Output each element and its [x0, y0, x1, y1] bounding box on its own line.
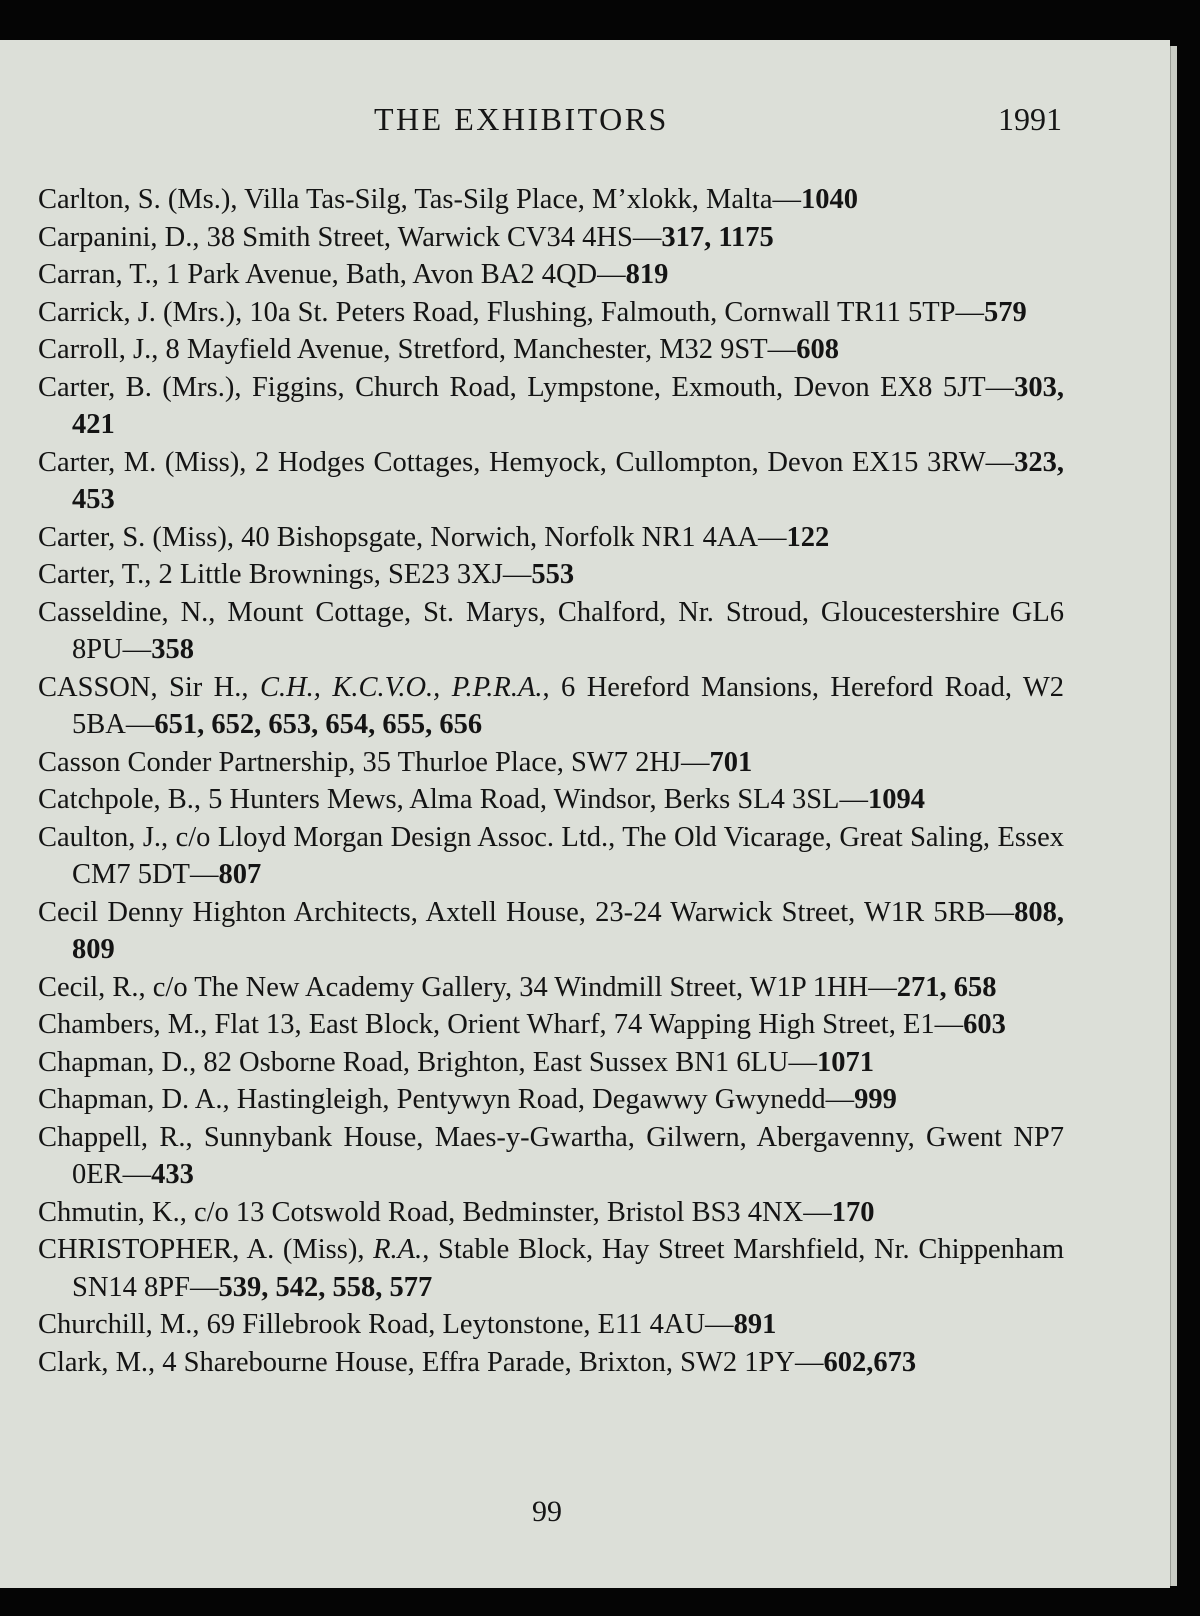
list-item — [38, 781, 1064, 819]
exhibitor-address: Chapman, D. A., Hastingleigh, Pentywyn Road, Degawwy Gwynedd— — [38, 1084, 855, 1115]
catalogue-numbers: 819 — [625, 259, 669, 290]
list-item — [38, 1231, 1064, 1306]
exhibitor-address: Cecil Denny Highton Architects, Axtell House, 23-24 Warwick Street, W1R 5RB— — [38, 896, 1015, 928]
list-item — [38, 894, 1064, 969]
honours: C.H., K.C.V.O., P.P.R.A. — [259, 671, 543, 703]
catalogue-numbers: 122 — [786, 521, 830, 553]
list-item — [38, 181, 1064, 219]
list-item — [38, 594, 1064, 669]
catalogue-numbers: 808, 809 — [72, 896, 1064, 965]
exhibitor-address: Carlton, S. (Ms.), Villa Tas-Silg, Tas-Silg Place, M’xlokk, Malta— — [38, 184, 801, 215]
exhibitor-address: Carpanini, D., 38 Smith Street, Warwick CV34 4HS— — [38, 221, 662, 253]
honours: R.A. — [373, 1234, 423, 1265]
exhibitor-address: Chambers, M., Flat 13, East Block, Orient Wharf, 74 Wapping High Street, E1— — [38, 1009, 964, 1040]
catalogue-numbers: 539, 542, 558, 577 — [218, 1271, 433, 1303]
catalogue-numbers: 999 — [854, 1084, 897, 1115]
catalogue-numbers: 1094 — [867, 784, 925, 815]
list-item — [38, 1044, 1064, 1082]
exhibitor-address: Carter, M. (Miss), 2 Hodges Cottages, Hemyock, Cullompton, Devon EX15 3RW— — [38, 446, 1015, 478]
exhibitor-address: Carter, S. (Miss), 40 Bishopsgate, Norwich, Norfolk NR1 4AA— — [38, 521, 787, 553]
exhibitor-address: Casseldine, N., Mount Cottage, St. Marys, Chalford, Nr. Stroud, Gloucestershire GL6 8PU— — [38, 596, 1064, 665]
list-item — [38, 556, 1064, 594]
exhibitor-address: Chapman, D., 82 Osborne Road, Brighton, East Sussex BN1 6LU— — [38, 1046, 817, 1078]
catalogue-numbers: 608 — [796, 334, 839, 365]
list-item — [38, 1306, 1064, 1344]
catalogue-numbers: 433 — [151, 1159, 194, 1190]
list-item — [38, 1344, 1064, 1382]
header-year: 1991 — [998, 101, 1062, 137]
exhibitor-list — [38, 181, 1064, 1381]
catalogue-numbers: 553 — [531, 559, 575, 590]
catalogue-numbers: 891 — [733, 1309, 777, 1340]
exhibitor-address: Carter, B. (Mrs.), Figgins, Church Road, Lympstone, Exmouth, Devon EX8 5JT— — [38, 371, 1015, 403]
exhibitor-name: CASSON, Sir H., — [38, 671, 260, 703]
list-item — [38, 256, 1064, 294]
catalogue-numbers: 579 — [984, 296, 1027, 328]
list-item — [38, 669, 1064, 744]
exhibitor-address: Carroll, J., 8 Mayfield Avenue, Stretford, Manchester, M32 9ST— — [38, 334, 797, 365]
exhibitor-address: Carran, T., 1 Park Avenue, Bath, Avon BA2 4QD— — [38, 259, 626, 290]
page-number: 99 — [532, 1495, 562, 1528]
list-item — [38, 1194, 1064, 1232]
exhibitor-address: Chmutin, K., c/o 13 Cotswold Road, Bedminster, Bristol BS3 4NX— — [38, 1196, 832, 1228]
exhibitor-address: Casson Conder Partnership, 35 Thurloe Place, SW7 2HJ— — [38, 746, 710, 778]
list-item — [38, 331, 1064, 369]
exhibitor-address: Churchill, M., 69 Fillebrook Road, Leytonstone, E11 4AU— — [38, 1309, 734, 1340]
catalogue-numbers: 701 — [709, 746, 753, 778]
list-item — [38, 519, 1064, 557]
catalogue-numbers: 323, 453 — [72, 446, 1064, 515]
exhibitor-address: Chappell, R., Sunnybank House, Maes-y-Gwartha, Gilwern, Abergavenny, Gwent NP7 0ER— — [38, 1121, 1064, 1190]
list-item — [38, 744, 1064, 782]
exhibitor-address: Carter, T., 2 Little Brownings, SE23 3XJ— — [38, 559, 532, 590]
list-item — [38, 294, 1064, 332]
catalogue-numbers: 303, 421 — [72, 371, 1064, 440]
catalogue-numbers: 170 — [831, 1196, 875, 1228]
list-item — [38, 1081, 1064, 1119]
list-item — [38, 444, 1064, 519]
exhibitor-address: , Stable Block, Hay Street Marshfield, Nr. Chippenham SN14 8PF— — [72, 1234, 1064, 1303]
catalogue-numbers: 317, 1175 — [661, 221, 774, 253]
catalogue-numbers: 807 — [218, 859, 262, 890]
exhibitor-address: Catchpole, B., 5 Hunters Mews, Alma Road, Windsor, Berks SL4 3SL— — [38, 784, 868, 815]
catalogue-numbers: 1071 — [816, 1046, 874, 1078]
catalogue-numbers: 602,673 — [823, 1346, 917, 1378]
list-item — [38, 369, 1064, 444]
exhibitor-address: Clark, M., 4 Sharebourne House, Effra Parade, Brixton, SW2 1PY— — [38, 1346, 824, 1378]
catalogue-numbers: 358 — [151, 634, 194, 665]
catalogue-numbers: 271, 658 — [896, 971, 997, 1003]
exhibitor-address: Carrick, J. (Mrs.), 10a St. Peters Road, Flushing, Falmouth, Cornwall TR11 5TP— — [38, 296, 985, 328]
running-header — [0, 101, 1170, 141]
list-item — [38, 1119, 1064, 1194]
list-item — [38, 1006, 1064, 1044]
exhibitor-address: Cecil, R., c/o The New Academy Gallery, 34 Windmill Street, W1P 1HH— — [38, 971, 897, 1003]
list-item — [38, 819, 1064, 894]
exhibitor-name: CHRISTOPHER, A. (Miss), — [38, 1234, 374, 1265]
catalogue-numbers: 1040 — [800, 184, 858, 215]
exhibitor-address: Caulton, J., c/o Lloyd Morgan Design Assoc. Ltd., The Old Vicarage, Great Saling, Essex CM7 5DT— — [38, 821, 1064, 890]
list-item — [38, 969, 1064, 1007]
catalogue-numbers: 603 — [963, 1009, 1006, 1040]
page-edge — [1170, 46, 1177, 1586]
catalogue-numbers: 651, 652, 653, 654, 655, 656 — [154, 709, 483, 740]
running-title: THE EXHIBITORS — [374, 101, 669, 137]
list-item — [38, 219, 1064, 257]
exhibitor-address: , 6 Hereford Mansions, Hereford Road, W2 5BA— — [72, 671, 1064, 740]
